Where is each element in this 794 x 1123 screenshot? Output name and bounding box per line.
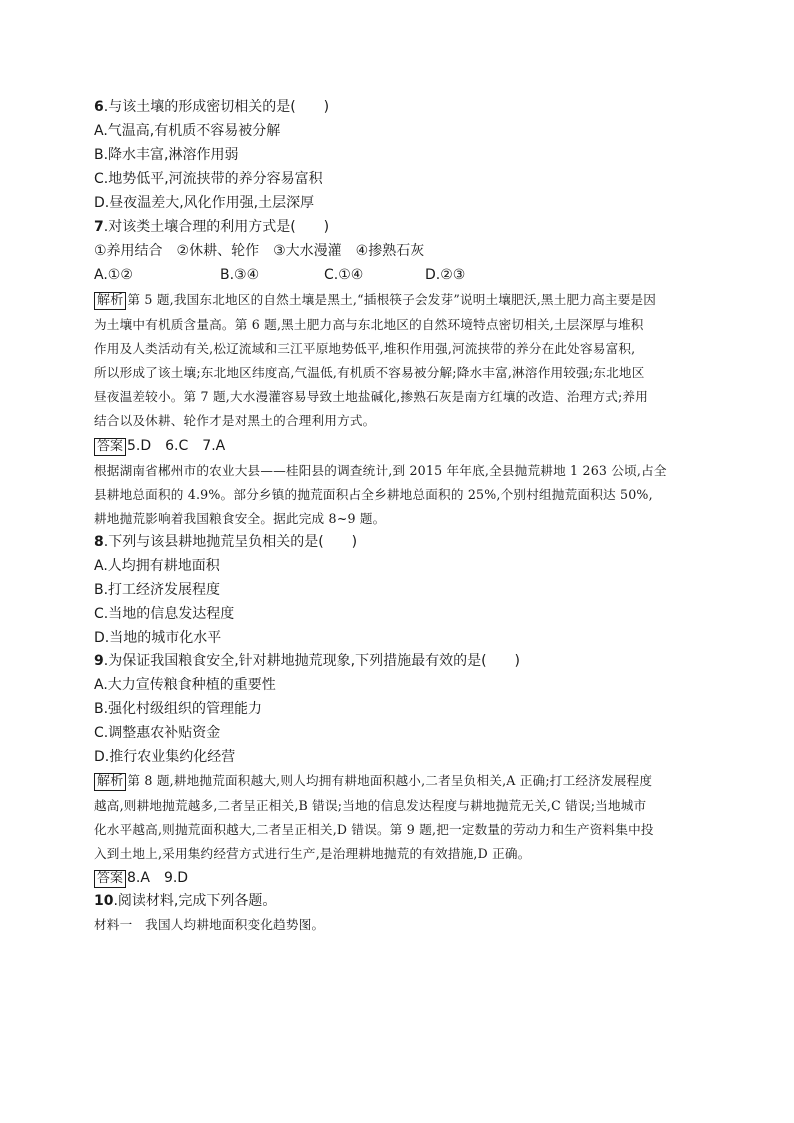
question-number: 10 [94, 893, 114, 909]
analysis-line: 越高,则耕地抛荒越多,二者呈正相关,B 错误;当地的信息发达程度与耕地抛荒无关,C 错误;当地城市 [94, 798, 647, 813]
analysis-line: 解析 第 8 题,耕地抛荒面积越大,则人均拥有耕地面积越小,二者呈负相关,A 正确;打工经济发展程度 [94, 771, 652, 791]
material-line: 县耕地总面积的 4.9%。部分乡镇的抛荒面积占全乡耕地总面积的 25%,个别村组抛荒面积达 50%, [94, 487, 653, 502]
analysis-line: 所以形成了该土壤;东北地区纬度高,气温低,有机质不容易被分解;降水丰富,淋溶作用较强;东北地区 [94, 365, 645, 380]
material-line: 耕地抛荒影响着我国粮食安全。据此完成 8~9 题。 [94, 511, 386, 526]
answer-tag: 答案 [94, 438, 126, 456]
option-8a: A.人均拥有耕地面积 [94, 558, 220, 574]
option-6b: B.降水丰富,淋溶作用弱 [94, 147, 239, 163]
analysis-tag: 解析 [94, 292, 126, 310]
question-10-stem [94, 891, 276, 911]
question-text: .为保证我国粮食安全,针对耕地抛荒现象,下列措施最有效的是( ) [103, 653, 521, 669]
question-9-stem [94, 651, 520, 671]
question-7-items: ①养用结合 ②休耕、轮作 ③大水漫灌 ④掺熟石灰 [94, 243, 425, 259]
question-8-stem [94, 532, 357, 552]
option-9a: A.大力宣传粮食种植的重要性 [94, 677, 276, 693]
answer-text: 8.A 9.D [127, 870, 189, 886]
analysis-tag: 解析 [94, 773, 126, 791]
material-1-label: 材料一 我国人均耕地面积变化趋势图。 [94, 917, 325, 932]
question-number: 6 [94, 99, 104, 115]
option-9d: D.推行农业集约化经营 [94, 749, 236, 765]
question-text: .与该土壤的形成密切相关的是( ) [103, 99, 330, 115]
option-7c: C.①④ [324, 267, 364, 283]
option-6a: A.气温高,有机质不容易被分解 [94, 123, 281, 139]
question-number: 9 [94, 653, 104, 669]
question-6-stem [94, 97, 329, 117]
analysis-line: 解析 第 5 题,我国东北地区的自然土壤是黑土,“插根筷子会发芽”说明土壤肥沃,黑土肥力高主要是因 [94, 290, 656, 310]
option-7d: D.②③ [425, 267, 466, 283]
question-text: .对该类土壤合理的利用方式是( ) [103, 219, 330, 235]
answer-line [94, 868, 188, 888]
analysis-line: 作用及人类活动有关,松辽流域和三江平原地势低平,堆积作用强,河流挟带的养分在此处容易富积, [94, 341, 636, 356]
option-6d: D.昼夜温差大,风化作用强,土层深厚 [94, 195, 315, 211]
option-9c: C.调整惠农补贴资金 [94, 725, 221, 741]
analysis-line: 结合以及休耕、轮作才是对黑土的合理利用方式。 [94, 413, 376, 428]
answer-text: 5.D 6.C 7.A [127, 438, 226, 454]
question-number: 8 [94, 534, 104, 550]
analysis-line: 为土壤中有机质含量高。第 6 题,黑土肥力高与东北地区的自然环境特点密切相关,土层深厚与堆积 [94, 317, 644, 332]
question-number: 7 [94, 219, 104, 235]
answer-line [94, 436, 225, 456]
question-text: .阅读材料,完成下列各题。 [113, 893, 277, 909]
answer-tag: 答案 [94, 870, 126, 888]
question-text: .下列与该县耕地抛荒呈负相关的是( ) [103, 534, 358, 550]
material-line: 根据湖南省郴州市的农业大县——桂阳县的调查统计,到 2015 年年底,全县抛荒耕地 1 263 公顷,占全 [94, 463, 667, 478]
analysis-line: 化水平越高,则抛荒面积越大,二者呈正相关,D 错误。第 9 题,把一定数量的劳动力和生产资料集中投 [94, 822, 654, 837]
option-6c: C.地势低平,河流挟带的养分容易富积 [94, 171, 323, 187]
option-7b: B.③④ [220, 267, 260, 283]
option-8c: C.当地的信息发达程度 [94, 606, 235, 622]
option-9b: B.强化村级组织的管理能力 [94, 701, 263, 717]
question-7-stem [94, 217, 329, 237]
analysis-line: 昼夜温差较小。第 7 题,大水漫灌容易导致土地盐碱化,掺熟石灰是南方红壤的改造、治理方式;养用 [94, 389, 649, 404]
option-8b: B.打工经济发展程度 [94, 582, 221, 598]
option-8d: D.当地的城市化水平 [94, 630, 222, 646]
analysis-line: 入到土地上,采用集约经营方式进行生产,是治理耕地抛荒的有效措施,D 正确。 [94, 846, 531, 861]
option-7a: A.①② [94, 267, 133, 283]
